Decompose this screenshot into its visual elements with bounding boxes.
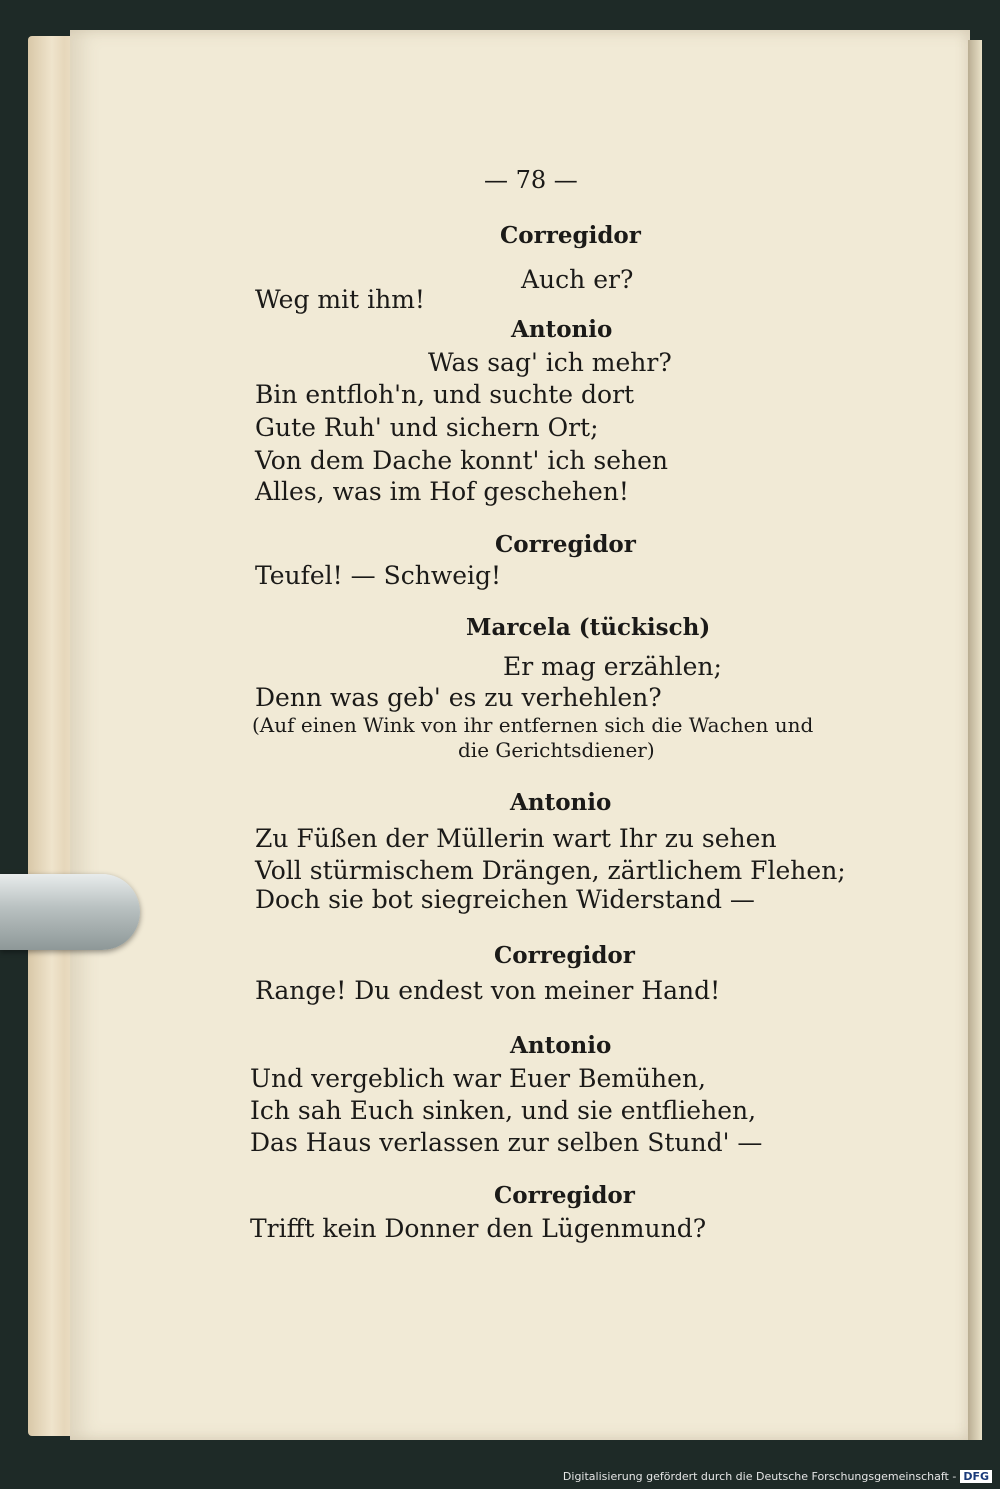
page-holder-clip [0, 874, 140, 950]
speaker-marcela: Marcela (tückisch) [466, 614, 711, 641]
stage-direction: die Gerichtsdiener) [458, 738, 655, 762]
verse-line: Teufel! — Schweig! [255, 561, 502, 590]
verse-line: Denn was geb' es zu verhehlen? [255, 683, 662, 712]
verse-line: Das Haus verlassen zur selben Stund' — [250, 1128, 763, 1157]
verse-line: Ich sah Euch sinken, und sie entfliehen, [250, 1096, 757, 1125]
speaker-corregidor: Corregidor [494, 1182, 635, 1209]
speaker-corregidor: Corregidor [494, 942, 635, 969]
verse-line: Range! Du endest von meiner Hand! [255, 976, 721, 1005]
verse-line: Gute Ruh' und sichern Ort; [255, 413, 599, 442]
dfg-logo: DFG [960, 1470, 992, 1483]
verse-line: Weg mit ihm! [255, 285, 425, 314]
verse-line: Trifft kein Donner den Lügenmund? [250, 1214, 707, 1243]
speaker-corregidor: Corregidor [495, 531, 636, 558]
verse-line: Voll stürmischem Drängen, zärtlichem Flehen; [255, 856, 846, 885]
stage-direction: (Auf einen Wink von ihr entfernen sich die Wachen und [252, 713, 814, 737]
verse-line: Zu Füßen der Müllerin wart Ihr zu sehen [255, 824, 777, 853]
verse-line: Von dem Dache konnt' ich sehen [255, 446, 669, 475]
speaker-antonio: Antonio [510, 789, 612, 816]
speaker-antonio: Antonio [511, 316, 613, 343]
speaker-corregidor: Corregidor [500, 222, 641, 249]
footer-text: Digitalisierung gefördert durch die Deutsche Forschungsgemeinschaft - [562, 1470, 957, 1483]
verse-line: Alles, was im Hof geschehen! [255, 477, 629, 506]
verse-line: Was sag' ich mehr? [428, 348, 672, 377]
verse-line: Er mag erzählen; [503, 652, 722, 681]
verse-line: Bin entfloh'n, und suchte dort [255, 380, 635, 409]
page-right-edge [968, 40, 982, 1440]
footer-credit [563, 1470, 992, 1483]
verse-line: Auch er? [521, 265, 634, 294]
speaker-antonio: Antonio [510, 1032, 612, 1059]
verse-line: Und vergeblich war Euer Bemühen, [250, 1064, 706, 1093]
page-number: — 78 — [484, 166, 578, 194]
verse-line: Doch sie bot siegreichen Widerstand — [255, 885, 755, 914]
